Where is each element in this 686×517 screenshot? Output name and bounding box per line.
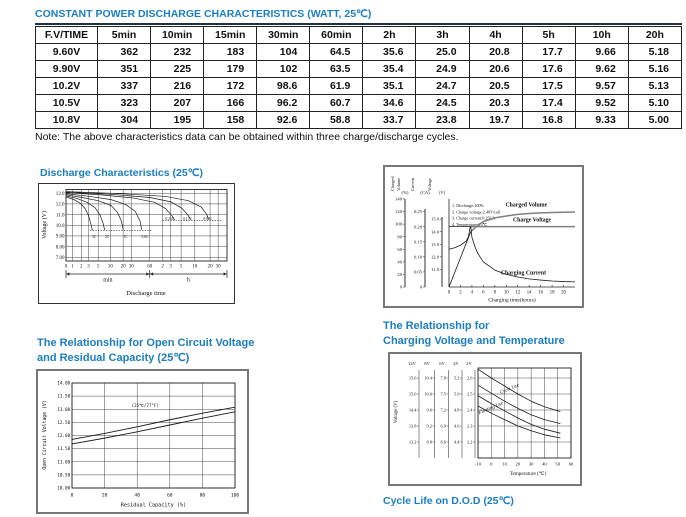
axis-unit-label: (V) <box>438 190 446 195</box>
table-cell: 20.5 <box>469 78 522 95</box>
table-cell: 195 <box>151 112 204 129</box>
plot-border <box>478 368 571 458</box>
band-label: Floating Use <box>478 401 505 417</box>
scale-tick-label: 13.8 <box>408 423 417 429</box>
table-cell: 23.8 <box>416 112 469 129</box>
y-axis-label: Voltage (V) <box>42 210 48 240</box>
x-tick-label: 2 <box>80 264 83 270</box>
header-cell: 2h <box>363 27 416 44</box>
scale-header: 12V <box>408 361 416 366</box>
x-tick-label: 20 <box>515 461 521 467</box>
axis-tick-label: 11.0 <box>431 267 439 272</box>
table-cell: 337 <box>98 78 151 95</box>
table-cell: 232 <box>151 44 204 61</box>
rate-label: 0.6C <box>141 235 149 240</box>
x-tick-label: -10 <box>474 461 482 467</box>
table-body <box>36 44 682 129</box>
x-tick-label: 0 <box>64 264 68 270</box>
axis-name-label: Volume <box>396 177 401 191</box>
axis-name-label: Current <box>410 177 415 191</box>
x-tick-label: 40 <box>134 493 140 499</box>
chart-note: 4. Temperature:25℃ <box>452 221 488 227</box>
y-tick-label: 14.00 <box>57 381 71 387</box>
temp-title-line1: The Relationship for <box>383 320 490 332</box>
table-cell: 323 <box>98 95 151 112</box>
x-tick-label: 2 <box>161 264 164 270</box>
x-tick-label: 10 <box>502 461 507 467</box>
constant-power-discharge-table <box>35 26 682 129</box>
rate-label: 3C <box>92 235 97 240</box>
scale-tick-label: 9.2 <box>426 423 432 429</box>
table-cell: 61.9 <box>310 78 363 95</box>
x-tick-label: 2 <box>459 290 462 296</box>
table-cell: 207 <box>151 95 204 112</box>
scale-tick-label: 10.0 <box>424 391 432 397</box>
chart-annotation: (25℃/77°F) <box>131 403 160 409</box>
scale-tick-label: 7.5 <box>440 391 446 397</box>
scale-header: 6V <box>439 361 445 366</box>
axis-tick-label: 0.10 <box>413 254 422 260</box>
y-tick-label: 8.00 <box>55 245 65 251</box>
voltage-band-line <box>478 385 560 423</box>
table-cell: 9.90V <box>36 61 98 78</box>
x-tick-label: 10 <box>192 264 198 270</box>
table-cell: 35.1 <box>363 78 416 95</box>
x-tick-label: 30 <box>128 264 134 270</box>
scale-header: 4V <box>453 361 459 366</box>
table-cell: 5.16 <box>628 61 681 78</box>
table-cell: 20.3 <box>469 95 522 112</box>
table-cell: 5.18 <box>628 44 681 61</box>
ocv-title-line1: The Relationship for Open Circuit Voltage <box>37 337 255 349</box>
axis-tick-label: 40 <box>397 259 402 265</box>
table-cell: 63.5 <box>310 61 363 78</box>
axis-tick-label: 0.25 <box>413 209 422 215</box>
y-tick-label: 12.0 <box>55 202 65 208</box>
y-tick-label: 7.00 <box>55 255 65 261</box>
x-tick-label: 0 <box>70 493 74 499</box>
y-tick-label: 10.00 <box>57 486 71 492</box>
y-tick-label: 11.00 <box>57 460 71 466</box>
x-tick-label: 16 <box>538 290 544 296</box>
table-cell: 351 <box>98 61 151 78</box>
x-tick-label: 20 <box>561 290 566 296</box>
x-tick-label: 60 <box>568 461 574 467</box>
arrow-head <box>224 272 227 275</box>
scale-tick-label: 13.2 <box>408 439 417 445</box>
table-cell: 60.7 <box>310 95 363 112</box>
header-cell: 4h <box>469 27 522 44</box>
table-row <box>36 44 682 61</box>
x-tick-label: 20 <box>101 493 108 499</box>
scale-tick-label: 4.4 <box>454 439 460 445</box>
y-tick-label: 12.00 <box>57 434 71 439</box>
axis-unit-label: (CA) <box>420 190 430 195</box>
rate-label: 0.17C <box>183 217 192 222</box>
table-cell: 17.4 <box>522 95 575 112</box>
table-row <box>36 95 682 112</box>
charge-curve <box>449 227 470 250</box>
scale-tick-label: 7.8 <box>440 375 446 381</box>
x-tick-label: 6 <box>482 290 485 296</box>
x-tick-label: 0 <box>490 461 493 467</box>
table-cell: 58.8 <box>310 112 363 129</box>
table-cell: 183 <box>204 44 257 61</box>
table-cell: 19.7 <box>469 112 522 129</box>
x-group-label: min <box>103 277 113 284</box>
header-cell: 20h <box>628 27 681 44</box>
table-cell: 225 <box>151 61 204 78</box>
table-cell: 304 <box>98 112 151 129</box>
x-tick-label: 3 <box>87 264 90 270</box>
table-cell: 17.7 <box>522 44 575 61</box>
ocv-title-line2: and Residual Capacity (25℃) <box>37 352 190 364</box>
table-cell: 9.52 <box>575 95 628 112</box>
axis-tick-label: 140 <box>395 196 402 202</box>
x-tick-label: 18 <box>549 290 555 296</box>
x-tick-label: 4 <box>470 290 474 296</box>
axis-tick-label: 120 <box>395 209 402 215</box>
x-axis-label: Charging time(hours) <box>488 297 536 304</box>
scale-tick-label: 15.0 <box>408 391 417 397</box>
discharge-chart-title: Discharge Characteristics (25℃) <box>40 167 203 179</box>
x-tick-label: 10 <box>107 264 113 270</box>
header-cell: 15min <box>204 27 257 44</box>
table-cell: 10.5V <box>36 95 98 112</box>
table-cell: 5.13 <box>628 78 681 95</box>
table-header <box>36 27 682 44</box>
table-cell: 5.00 <box>628 112 681 129</box>
scale-tick-label: 2.4 <box>467 407 473 413</box>
table-row <box>36 61 682 78</box>
table-cell: 92.6 <box>257 112 310 129</box>
voltage-band-line <box>478 369 560 411</box>
curve-label: Charging Current <box>500 270 547 277</box>
table-cell: 172 <box>204 78 257 95</box>
scale-tick-label: 7.2 <box>440 407 446 413</box>
table-cell: 362 <box>98 44 151 61</box>
scale-tick-label: 14.4 <box>408 407 417 413</box>
page-title: CONSTANT POWER DISCHARGE CHARACTERISTICS (WATT, 25℃) <box>35 8 372 20</box>
scale-tick-label: 8.8 <box>426 439 432 445</box>
table-cell: 9.66 <box>575 44 628 61</box>
x-tick-label: 5 <box>96 264 100 270</box>
x-tick-label: 30 <box>215 264 221 270</box>
scale-tick-label: 4.6 <box>454 423 460 429</box>
table-cell: 64.5 <box>310 44 363 61</box>
header-cell: 5min <box>98 27 151 44</box>
x-tick-label: 0 <box>447 290 451 296</box>
table-cell: 9.60V <box>36 44 98 61</box>
table-cell: 158 <box>204 112 257 129</box>
table-cell: 10.8V <box>36 112 98 129</box>
y-tick-label: 11.0 <box>55 213 65 219</box>
scale-tick-label: 9.6 <box>426 407 432 413</box>
table-cell: 9.62 <box>575 61 628 78</box>
table-note: Note: The above characteristics data can be obtained within three charge/discharge cycles. <box>35 131 459 143</box>
ocv-chart-title <box>37 336 254 366</box>
y-tick-label: 9.00 <box>55 234 65 240</box>
axis-tick-label: 0.05 <box>413 269 422 275</box>
y-tick-label: 11.50 <box>57 447 71 453</box>
table-cell: 34.6 <box>363 95 416 112</box>
chart-note: 2. Charge voltage:2.40V/cell <box>452 209 501 215</box>
axis-name-label: Voltage <box>427 177 432 191</box>
scale-tick-label: 6.6 <box>440 439 446 445</box>
arrow-head <box>146 272 149 275</box>
x-axis-label: Discharge time <box>126 290 166 297</box>
scale-tick-label: 2.5 <box>467 391 473 397</box>
voltage-band-line <box>478 396 560 434</box>
y-tick-label: 10.0 <box>55 223 65 229</box>
axis-tick-label: 0.15 <box>413 239 422 245</box>
table-cell: 17.6 <box>522 61 575 78</box>
axis-tick-label: 0 <box>419 284 422 290</box>
table-cell: 9.33 <box>575 112 628 129</box>
x-axis-label: Temperature (℃) <box>509 471 547 477</box>
table-cell: 24.9 <box>416 61 469 78</box>
x-tick-label: 60 <box>147 264 153 270</box>
x-tick-label: 14 <box>526 290 532 296</box>
temp-title-line2: Charging Voltage and Temperature <box>383 335 565 347</box>
axis-tick-label: 12.0 <box>430 254 439 260</box>
header-cell: 5h <box>522 27 575 44</box>
band-label: Cycle Use <box>499 383 521 396</box>
rate-label: 1C <box>123 235 128 240</box>
y-axis-label: Voltage (V) <box>394 400 399 424</box>
table-cell: 96.2 <box>257 95 310 112</box>
charge-curve <box>449 232 471 287</box>
scale-tick-label: 6.9 <box>440 423 446 429</box>
scale-tick-label: 5.2 <box>454 375 460 381</box>
table-row <box>36 112 682 129</box>
scale-tick-label: 2.2 <box>467 439 473 445</box>
axis-tick-label: 0.20 <box>413 224 422 230</box>
x-tick-label: 30 <box>528 461 534 467</box>
y-axis-label: Open Circuit Voltage (V) <box>43 400 48 470</box>
scale-header: 8V <box>424 361 430 366</box>
table-cell: 35.6 <box>363 44 416 61</box>
x-tick-label: 10 <box>503 290 509 296</box>
x-tick-label: 5 <box>179 264 183 270</box>
header-cell: 3h <box>416 27 469 44</box>
temp-chart-title <box>383 319 565 349</box>
axis-tick-label: 20 <box>397 272 402 278</box>
x-tick-label: 50 <box>555 461 561 467</box>
table-cell: 24.7 <box>416 78 469 95</box>
table-cell: 35.4 <box>363 61 416 78</box>
rate-label: 2C <box>104 235 110 240</box>
header-cell: 10min <box>151 27 204 44</box>
table-header-row <box>36 27 682 44</box>
x-axis-label: Residual Capacity (%) <box>120 502 187 509</box>
table-cell: 166 <box>204 95 257 112</box>
scale-tick-label: 2.3 <box>467 423 473 429</box>
table-cell: 16.8 <box>522 112 575 129</box>
table-cell: 20.8 <box>469 44 522 61</box>
scale-tick-label: 10.4 <box>424 375 432 381</box>
table-row <box>36 78 682 95</box>
scale-tick-label: 2.6 <box>467 375 473 381</box>
x-tick-label: 100 <box>230 493 240 499</box>
table-cell: 17.5 <box>522 78 575 95</box>
x-tick-label: 20 <box>120 264 126 270</box>
rate-label: 0.25C <box>165 217 175 222</box>
chart-note: 3. Charge current:0.25CA <box>452 215 496 221</box>
axis-name-label: Charged <box>390 176 395 191</box>
scale-header: 2V <box>466 361 472 366</box>
axis-tick-label: 15.0 <box>430 216 439 222</box>
discharge-curve <box>66 193 175 220</box>
header-cell: 30min <box>257 27 310 44</box>
axis-tick-label: 0 <box>399 284 402 290</box>
x-tick-label: 60 <box>167 493 173 499</box>
title-underline <box>35 23 682 25</box>
chart-note: 1. Discharge:100% <box>452 203 485 208</box>
curve-label: Charged Volume <box>505 202 548 209</box>
open-circuit-voltage-chart <box>36 369 249 514</box>
cycle-life-title: Cycle Life on D.O.D (25℃) <box>383 495 514 507</box>
axis-unit-label: (%) <box>401 190 409 195</box>
ocv-line <box>72 412 235 444</box>
x-tick-label: 1 <box>71 264 74 270</box>
header-cell: F.V/TIME <box>36 27 98 44</box>
table-cell: 25.0 <box>416 44 469 61</box>
y-tick-label: 10.50 <box>57 473 71 479</box>
charging-voltage-temperature-chart <box>388 352 582 486</box>
x-tick-label: 40 <box>542 461 547 467</box>
axis-tick-label: 13.0 <box>430 241 439 247</box>
discharge-curve <box>66 194 142 230</box>
arrow-head <box>66 272 69 275</box>
table-cell: 33.7 <box>363 112 416 129</box>
x-tick-label: 8 <box>493 290 497 296</box>
scale-tick-label: 15.6 <box>408 375 417 381</box>
y-tick-label: 13.00 <box>57 407 71 413</box>
table-cell: 5.10 <box>628 95 681 112</box>
scale-tick-label: 5.0 <box>454 391 460 397</box>
header-cell: 60min <box>310 27 363 44</box>
x-tick-label: 20 <box>207 264 213 270</box>
table-cell: 104 <box>257 44 310 61</box>
y-tick-label: 12.50 <box>57 420 71 426</box>
table-cell: 98.6 <box>257 78 310 95</box>
table-cell: 10.2V <box>36 78 98 95</box>
table-cell: 179 <box>204 61 257 78</box>
rate-label: 0.09C <box>203 217 213 222</box>
discharge-characteristics-chart <box>38 183 235 304</box>
table-cell: 24.5 <box>416 95 469 112</box>
header-cell: 10h <box>575 27 628 44</box>
axis-tick-label: 80 <box>397 234 402 240</box>
x-group-label: h <box>186 277 190 284</box>
axis-tick-label: 100 <box>395 221 402 227</box>
x-tick-label: 3 <box>169 264 172 270</box>
table-cell: 216 <box>151 78 204 95</box>
curve-label: Charge Voltage <box>512 217 552 224</box>
table-cell: 102 <box>257 61 310 78</box>
charge-characteristics-chart <box>383 165 584 308</box>
y-tick-label: 13.0 <box>55 191 65 197</box>
x-tick-label: 80 <box>199 493 206 499</box>
axis-tick-label: 60 <box>397 246 402 252</box>
scale-tick-label: 4.8 <box>454 407 460 413</box>
x-tick-label: 12 <box>515 290 521 296</box>
table-cell: 9.57 <box>575 78 628 95</box>
arrow-head <box>150 272 153 275</box>
axis-tick-label: 14.0 <box>430 229 439 235</box>
y-tick-label: 13.50 <box>57 394 71 400</box>
ocv-line <box>72 407 235 439</box>
table-cell: 20.6 <box>469 61 522 78</box>
